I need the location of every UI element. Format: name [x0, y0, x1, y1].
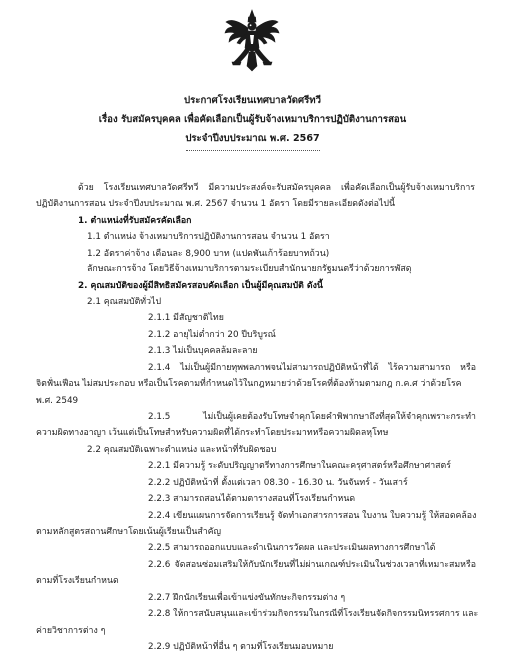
- header-divider: [186, 150, 320, 151]
- list-item: 2.2.1 มีความรู้ ระดับปริญญาตรีทางการศึกษาในคณะครุศาสตร์หรือศึกษาศาสตร์: [148, 461, 451, 472]
- list-item-continued: พ.ศ. 2549: [36, 395, 79, 406]
- list-item: 2.2.6 จัดสอนซ่อมเสริมให้กับนักเรียนที่ไม่ผ่านเกณฑ์ประเมินในช่วงเวลาที่เหมาะสมหรือ: [148, 559, 476, 570]
- list-item-continued: ค่ายวิชาการต่าง ๆ: [36, 625, 106, 636]
- header-title: ประกาศโรงเรียนเทศบาลวัดศรีทวี: [184, 95, 321, 106]
- intro-line: ปฏิบัติงานการสอน ประจำปีงบประมาณ พ.ศ. 2567 จำนวน 1 อัตรา โดยมีรายละเอียดดังต่อไปนี้: [36, 199, 395, 210]
- section-heading: 1. ตำแหน่งที่รับสมัครคัดเลือก: [78, 215, 192, 226]
- list-item: 2.2.9 ปฏิบัติหน้าที่อื่น ๆ ตามที่โรงเรียนมอบหมาย: [148, 642, 334, 652]
- list-item: ลักษณะการจ้าง โดยวิธีจ้างเหมาบริการตามระเบียบสำนักนายกรัฐมนตรีว่าด้วยการพัสดุ: [87, 264, 412, 275]
- list-item-continued: ตามที่โรงเรียนกำหนด: [36, 576, 119, 587]
- garuda-emblem-icon: [222, 8, 282, 74]
- list-item: 2.1.1 มีสัญชาติไทย: [148, 313, 224, 324]
- list-item-continued: จิตฟั่นเฟือน ไม่สมประกอบ หรือเป็นโรคตามที่กำหนดไว้ในกฎหมายว่าด้วยโรคที่ต้องห้ามตามกฎ ก.ค.ศ ว่าด้วยโรค: [36, 379, 462, 390]
- section-heading: 2. คุณสมบัติของผู้มีสิทธิสมัครสอบคัดเลือก เป็นผู้มีคุณสมบัติ ดังนี้: [78, 280, 323, 291]
- list-item: 2.2.3 สามารถสอนได้ตามตารางสอนที่โรงเรียนกำหนด: [148, 494, 356, 505]
- list-item: 2.2 คุณสมบัติเฉพาะตำแหน่ง และหน้าที่รับผิดชอบ: [87, 444, 277, 455]
- list-item-continued: ตามหลักสูตรสถานศึกษาโดยเน้นผู้เรียนเป็นสำคัญ: [36, 527, 222, 537]
- header-fiscal-year: ประจำปีงบประมาณ พ.ศ. 2567: [185, 133, 320, 144]
- intro-line: ด้วย โรงเรียนเทศบาลวัดศรีทวี มีความประสงค์จะรับสมัครบุคคล เพื่อคัดเลือกเป็นผู้รับจ้างเหมาบริการ: [78, 183, 475, 193]
- list-item: 2.1 คุณสมบัติทั่วไป: [87, 297, 162, 308]
- list-item-continued: ความผิดทางอาญา เว้นแต่เป็นโทษสำหรับความผิดที่ได้กระทำโดยประมาทหรือความผิดลหุโทษ: [36, 428, 389, 439]
- list-item: 2.2.5 สามารถออกแบบและดำเนินการวัดผล และประเมินผลทางการศึกษาได้: [148, 543, 436, 554]
- list-item: 1.1 ตำแหน่ง จ้างเหมาบริการปฏิบัติงานการสอน จำนวน 1 อัตรา: [87, 232, 330, 243]
- list-item: 2.1.3 ไม่เป็นบุคคลล้มละลาย: [148, 346, 258, 357]
- list-item: 2.1.2 อายุไม่ต่ำกว่า 20 ปีบริบูรณ์: [148, 329, 276, 340]
- list-item: 1.2 อัตราค่าจ้าง เดือนละ 8,900 บาท (แปดพันเก้าร้อยบาทถ้วน): [87, 248, 330, 259]
- list-item: 2.1.4 ไม่เป็นผู้มีกายทุพพลภาพจนไม่สามารถปฏิบัติหน้าที่ได้ ไร้ความสามารถ หรือ: [148, 362, 476, 373]
- list-item: 2.2.8 ให้การสนับสนุนและเข้าร่วมกิจกรรมในกรณีที่โรงเรียนจัดกิจกรรมนิทรรศการ และ: [148, 609, 479, 620]
- list-item: 2.1.5 ไม่เป็นผู้เคยต้องรับโทษจำคุกโดยคำพิพากษาถึงที่สุดให้จำคุกเพราะกระทำ: [148, 412, 476, 423]
- list-item: 2.2.2 ปฏิบัติหน้าที่ ตั้งแต่เวลา 08.30 - 16.30 น. วันจันทร์ - วันเสาร์: [148, 477, 408, 488]
- list-item: 2.2.7 ฝึกนักเรียนเพื่อเข้าแข่งขันทักษะกิจกรรมต่าง ๆ: [148, 592, 346, 603]
- header-subject: เรื่อง รับสมัครบุคคล เพื่อคัดเลือกเป็นผู้รับจ้างเหมาบริการปฏิบัติงานการสอน: [98, 114, 407, 125]
- list-item: 2.2.4 เขียนแผนการจัดการเรียนรู้ จัดทำเอกสารการสอน ใบงาน ใบความรู้ ให้สอดคล้อง: [148, 510, 477, 521]
